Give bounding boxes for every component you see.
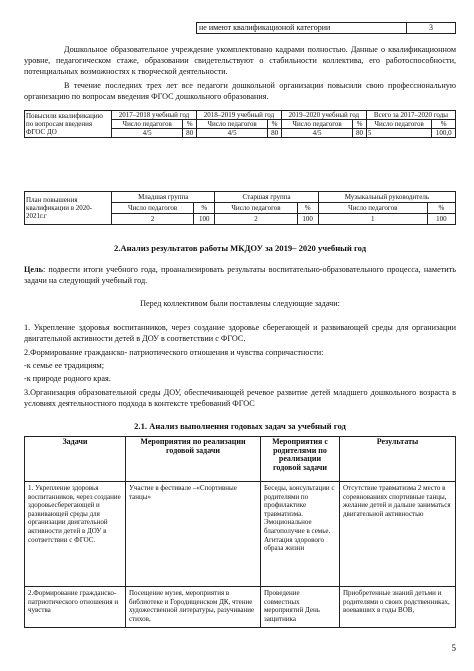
sub-header: Число педагогов bbox=[112, 203, 194, 214]
row-label: План повышения квалификации в 2020-2021г.г bbox=[25, 192, 112, 225]
column-header: Задачи bbox=[25, 437, 126, 482]
table-cell: 1. Укрепление здоровья воспитанников, через создание здоровьесберегающей и развивающей среды для организации двигательной активности детей в ДОУ в соответствии с ФГОС. bbox=[25, 482, 126, 587]
table-row bbox=[197, 23, 456, 34]
section-title: 2.Анализ результатов работы МКДОУ за 2019– 2020 учебный год bbox=[113, 243, 367, 253]
table-row bbox=[25, 587, 456, 628]
table-cell: 100,0 bbox=[432, 129, 456, 138]
table-cell: Приобретенные знаний детьми и родителями о своих родственниках, воевавших в годы ВОВ, bbox=[340, 587, 456, 628]
paragraph: В течение последних трех лет все педагоги дошкольной организации повысили свою профессиональную организацию по вопросам введения ФГОС дошкольного образования. bbox=[24, 81, 456, 101]
table-row bbox=[25, 111, 456, 120]
table-row bbox=[25, 192, 456, 203]
goal-paragraph bbox=[24, 264, 456, 286]
sub-header: Число педагогов bbox=[196, 120, 267, 129]
page-number: 5 bbox=[451, 643, 456, 653]
table-row bbox=[25, 437, 456, 482]
table-cell: 100 bbox=[194, 214, 215, 225]
column-header: Результаты bbox=[340, 437, 456, 482]
period-header: Всего за 2017–2020 годы bbox=[366, 111, 455, 120]
column-header: Мероприятия по реализации годовой задачи bbox=[126, 437, 261, 482]
table-cell: 80 bbox=[268, 129, 282, 138]
tasks-intro: Перед коллективом были поставлены следующие задачи: bbox=[140, 299, 340, 308]
sub-header: Число педагогов bbox=[366, 120, 432, 129]
task-item: 3.Организация образовательной среды ДОУ, обеспечивающей речевое развитие детей младшего дошкольного возраста в условиях деятельностного подхода в контексте требований ФГОС bbox=[24, 388, 456, 408]
table-cell: Посещение музея, мероприятия в библиотеке и Городищенском ДК, чтение художественной литературы, разучивание стихов, bbox=[126, 587, 261, 628]
qualification-table bbox=[24, 110, 456, 138]
sub-header: % bbox=[297, 203, 318, 214]
group-header: Музыкальный руководитель bbox=[318, 192, 455, 203]
row-label: Повысили квалификацию по вопросам введения ФГОС ДО bbox=[25, 111, 112, 138]
sub-header: % bbox=[427, 203, 455, 214]
training-plan-table bbox=[24, 191, 456, 225]
table-cell: не имеют квалификационой категории bbox=[197, 23, 407, 34]
table-cell: Беседы, консультации с родителями по профилактике травматизма. Эмоциональное благополучие в семье. Агитация здорового образа жизни bbox=[261, 482, 340, 587]
task-item: -к семье ее традициям; bbox=[24, 361, 104, 370]
table-cell: Проведение совместных мероприятий День защитника bbox=[261, 587, 340, 628]
table-cell: Отсутствие травматизма 2 место в соревнованиях спортивные танцы, желание детей и дальше заниматься двигательной активностью bbox=[340, 482, 456, 587]
task-item: 1. Укрепление здоровья воспитанников, через создание здоровье сберегающей и развивающей среды для организации двигательной активности детей в ДОУ в соответствии с ФГОС. bbox=[24, 323, 456, 343]
table-cell: 4/5 bbox=[112, 129, 183, 138]
column-header: Мероприятия с родителями по реализации годовой задачи bbox=[261, 437, 340, 482]
table-row bbox=[25, 482, 456, 587]
sub-header: Число педагогов bbox=[215, 203, 297, 214]
group-header: Старшая группа bbox=[215, 192, 318, 203]
table-cell: 2.Формирование гражданско-патриотического отношения и чувства bbox=[25, 587, 126, 628]
goal-text: : подвести итоги учебного года, проанализировать результаты воспитательно-образовательного процесса, наметить задачи на следующий учебный год. bbox=[24, 265, 456, 285]
table-cell: 5 bbox=[366, 129, 432, 138]
table-cell: 100 bbox=[427, 214, 455, 225]
period-header: 2019–2020 учебный год bbox=[281, 111, 366, 120]
qualification-category-table bbox=[196, 22, 456, 34]
sub-header: Число педагогов bbox=[281, 120, 352, 129]
sub-header: % bbox=[194, 203, 215, 214]
sub-header: Число педагогов bbox=[318, 203, 427, 214]
period-header: 2017–2018 учебный год bbox=[112, 111, 197, 120]
table-cell: 2 bbox=[112, 214, 194, 225]
goal-label: Цель bbox=[24, 265, 43, 274]
sub-header: % bbox=[183, 120, 197, 129]
sub-header: % bbox=[353, 120, 367, 129]
group-header: Младшая группа bbox=[112, 192, 215, 203]
sub-header: % bbox=[432, 120, 456, 129]
task-item: 2.Формирование гражданско- патриотического отношения и чувства сопричастности: bbox=[24, 348, 324, 357]
table-cell: 2 bbox=[215, 214, 297, 225]
sub-header: % bbox=[268, 120, 282, 129]
table-cell: 1 bbox=[318, 214, 427, 225]
subsection-title: 2.1. Анализ выполнения годовых задач за учебный год bbox=[134, 421, 346, 431]
table-cell: Участие в фестивале –«Спортивные танцы» bbox=[126, 482, 261, 587]
sub-header: Число педагогов bbox=[112, 120, 183, 129]
table-cell: 4/5 bbox=[196, 129, 267, 138]
table-cell: 4/5 bbox=[281, 129, 352, 138]
table-cell: 80 bbox=[183, 129, 197, 138]
period-header: 2018–2019 учебный год bbox=[196, 111, 281, 120]
annual-tasks-table bbox=[24, 436, 456, 628]
table-cell: 100 bbox=[297, 214, 318, 225]
table-cell: 3 bbox=[407, 23, 456, 34]
table-cell: 80 bbox=[353, 129, 367, 138]
task-item: -к природе родного края. bbox=[24, 374, 111, 383]
paragraph: Дошкольное образовательное учреждение укомплектовано кадрами полностью. Данные о квалификационном уровне, педагогическом стаже, образовании свидетельствуют о стабильности коллектива, его работоспособности, потенциальных возможностях к творческой деятельности. bbox=[24, 45, 456, 76]
